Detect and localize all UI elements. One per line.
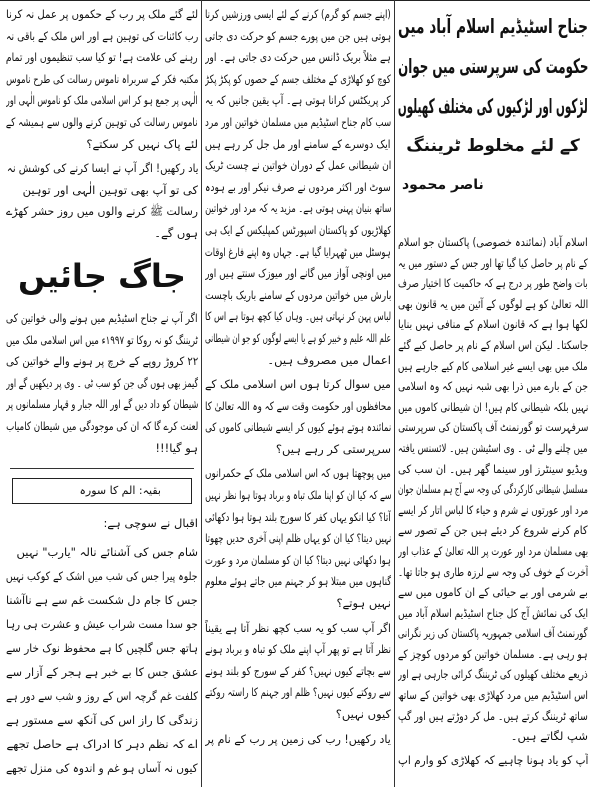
text-line [205, 285, 391, 307]
text-line [398, 603, 588, 624]
paragraph [6, 4, 198, 155]
text-line [6, 112, 198, 134]
text-line [6, 540, 198, 564]
line-text: ملک میں بھی ایسے غیر اسلامی کام کیے جارہے ہیں [398, 358, 588, 373]
line-text: ساتھ بنیان پہنی ہوتی ہے۔ مزید یہ کہ مرد اور خواتین [205, 201, 391, 216]
text-line [205, 639, 391, 661]
line-text: ساتھ ٹریننگ کرتے ہیں۔ مل کر دوڑتے ہیں اور گپ [398, 708, 588, 723]
paragraph [205, 618, 391, 726]
headline-line: حکومت کی سرپرستی میں جوان [398, 54, 588, 78]
text-line [205, 618, 391, 640]
text-line [6, 330, 198, 352]
line-text: جن کے بارے میں ذرا بھی شبہ نہیں کہ وہ اسلامی [398, 379, 588, 394]
text-line [398, 417, 588, 438]
text-line [6, 636, 198, 660]
text-line [205, 528, 391, 550]
line-text: یاد رکھیں! اگر آپ نے ایسا کرنے کی کوشش نہ [6, 161, 198, 176]
text-line [6, 612, 198, 636]
line-text: جاسکتا۔ لیکن اس اسلام کے نام پر حاصل کیے گئے [398, 337, 588, 352]
line-text: زندگی کا راز اس کی آنکھ سے مستور ہے [6, 713, 198, 727]
line-text: میں اونچی آواز میں گانے اور میوزک سنتے ہیں اور [205, 266, 391, 281]
line-text: گناہوں میں مبتلا ہو کر جہنم میں جاتے ہوئے معلوم [205, 574, 391, 589]
text-line [205, 704, 391, 726]
line-text: ٹریننگ کو نہ روکا تو ۱۹۹۷ء میں اس اسلامی ملک میں [6, 332, 198, 347]
verse-intro: اقبال نے سوچی ہے: [103, 516, 198, 530]
line-text: ہے مثلاً بریک ڈانس میں حرکت دی جاتی ہے۔ اور [205, 50, 391, 65]
text-line [398, 459, 588, 480]
text-line [398, 397, 588, 418]
line-text: بارش میں خواتین مردوں کے سامنے باریک باچست [205, 287, 391, 302]
line-text: کیوں نہ آساں ہو غم و اندوہ کی منزل تجھے [6, 761, 198, 775]
line-text: کی تو آپ بھی توہین الٰہی اور توہین [22, 182, 198, 197]
text-line [205, 155, 391, 177]
line-text: شپ لگاتے ہیں۔ [510, 729, 588, 744]
line-text: اس اسٹیڈیم میں مرد کھلاڑی بھی خواتین کے ساتھ [398, 688, 588, 703]
line-text: رسالت ﷺ کرنے والوں میں روز حشر کھڑے [6, 204, 198, 219]
line-text: گورنمنٹ آف اسلامی جمہوریہ پاکستان کی زیر نگرانی [398, 626, 588, 641]
paragraph [205, 374, 391, 460]
headline [398, 6, 588, 166]
text-line [205, 26, 391, 48]
line-text: سے روکتے کیوں نہیں؟ ظلم اور جہنم کا راستہ روکتے [205, 685, 391, 700]
left-column-mid-body [6, 308, 198, 459]
text-line [6, 732, 198, 756]
text-line [205, 220, 391, 242]
text-line [205, 242, 391, 264]
text-line [205, 417, 391, 439]
headline-line: جناح اسٹیڈیم اسلام آباد میں [398, 14, 588, 38]
column-divider-left [201, 0, 202, 787]
text-line [398, 623, 588, 644]
text-line [398, 294, 588, 315]
line-text: اگر آپ سب کو یہ سب کچھ نظر آتا ہے یقیناً [205, 620, 391, 635]
line-text: ہاتھ جس گلچیں کا ہے محفوظ نوک خار سے [6, 641, 198, 655]
line-text: آخرت کے خوف کی وجہ سے لرزہ طاری ہو جاتا تھا۔ [398, 564, 588, 579]
text-line [6, 684, 198, 708]
line-text: (اپنے جسم کو گرم) کرنے کے لئے ایسی ورزشیں کرنا [205, 7, 391, 21]
line-text: بھی مسلمان مرد اور عورت پر اللہ تعالیٰ کے عذاب اور [398, 543, 588, 558]
line-text: ان شیطانی عمل کے دوران خواتین نے چست ٹریک [205, 158, 391, 173]
text-line [6, 223, 198, 245]
headline-line: کے لئے مخلوط ٹریننگ [406, 136, 580, 156]
line-text: کے نام پر حاصل کیا گیا تھا اور جس کے دستور میں یہ [398, 255, 588, 270]
line-text: آپ کو یاد ہونا چاہیے کہ کھلاڑی کو وارم اپ [398, 752, 588, 767]
line-text: شام جس کی آشنائے نالہ "یارب" نہیں [16, 545, 198, 559]
text-line [6, 134, 198, 156]
line-text: ہوں گے۔ [154, 225, 198, 240]
text-line [6, 708, 198, 732]
text-line [398, 706, 588, 727]
line-text: سب کام جناح اسٹیڈیم میں مسلمان خواتین اور مرد [205, 114, 391, 129]
line-text: ایک دوسرے کے سامنے اور مل جل کر رہے ہیں [205, 136, 391, 151]
text-line [205, 729, 391, 751]
text-line [6, 416, 198, 438]
line-text: میں سوال کرتا ہوں اس اسلامی ملک کے [205, 377, 391, 392]
line-text: ایک کی نمائش آج کل جناح اسٹیڈیم اسلام آباد میں [398, 605, 588, 620]
line-text: ہوتی ہیں جن میں پورے جسم کو حرکت دی جاتی [205, 28, 391, 43]
line-text: اے کہ نظم دہر کا ادراک ہے حاصل تجھے [6, 737, 198, 751]
line-text: مرد اور عورتوں نے شرم و حیاء کا لباس اتار کر ایسے [398, 502, 588, 517]
line-text: اعمال میں مصروف ہیں۔ [267, 352, 391, 367]
line-text: ہوا دکھائی نہیں دیتا؟ کیا ان کو مسلمان مرد و عورت [205, 552, 391, 567]
text-line [398, 664, 588, 685]
line-text: عشق جس کا بے خبر ہے ہجر کے آزار سے [6, 665, 198, 679]
paragraph [398, 750, 588, 771]
line-text: رہنے کی علامت ہے! تو کیا سب تنظیموں اور تمام [6, 50, 198, 65]
line-text: کیوں نہیں؟ [335, 707, 391, 721]
middle-column-body [205, 4, 391, 787]
text-line [6, 26, 198, 48]
text-line [398, 335, 588, 356]
text-line [6, 158, 198, 180]
right-column [398, 0, 588, 787]
line-text: رب کائنات کی توہین ہے اور اس ملک کے باقی نہ [6, 28, 198, 43]
line-text: ہو رہی ہے۔ مسلمان خواتین کو مردوں کوچز کے [398, 646, 588, 661]
section-divider [10, 468, 194, 469]
line-text: محافظوں اور حکومت وقت سے کہ وہ اللہ تعالیٰ کا [205, 398, 391, 413]
text-line [205, 485, 391, 507]
text-line [398, 232, 588, 253]
line-text: ۲۲ کروڑ روپے کے خرچ پر ہونے والے خواتین کی [6, 354, 198, 369]
text-line [6, 201, 198, 223]
text-line [6, 438, 198, 460]
text-line [398, 644, 588, 665]
text-line [205, 4, 391, 26]
paragraph [6, 158, 198, 244]
line-text: لئے پاک نہیں کر سکتے؟ [86, 136, 198, 151]
line-text: ہو گیا!!! [155, 440, 198, 455]
line-text: کلفت غم گرچہ اس کے روز و شب سے دور ہے [6, 689, 198, 703]
line-text: شیطان کو داد دیں گے اور اللہ جبار و قہار مسلمانوں پر [6, 397, 198, 412]
text-line [205, 396, 391, 418]
text-line [398, 479, 588, 500]
line-text: آتا؟ کیا انکو یہاں کفر کا سورج بلند ہوتا ہوا دکھائی [205, 509, 391, 524]
column-divider-right [394, 0, 395, 787]
left-column-top-body [6, 4, 198, 245]
headline-line: لڑکوں اور لڑکیوں کی مختلف کھیلوں [398, 94, 588, 118]
line-text: سے کہ کیا ان کو اپنا ملک تباہ و برباد ہوتا ہوا نظر نہیں [205, 488, 391, 503]
text-line [205, 593, 391, 615]
line-text: لعنت کرے گا کہ ان کی موجودگی میں شیطان کامیاب [6, 418, 198, 433]
text-line [398, 582, 588, 603]
text-line [205, 328, 391, 350]
text-line [398, 438, 588, 459]
text-line [398, 356, 588, 377]
text-line [205, 69, 391, 91]
line-text: یاد رکھیں! رب کی زمین پر رب کے نام پر [205, 731, 391, 746]
line-text: نمائندہ ہوتے ہوئے کیوں کر ایسے شیطانی کاموں کی [205, 420, 391, 435]
line-text: بات واضح طور پر درج ہے کہ حاکمیت کا اختیار صرف [398, 276, 588, 291]
line-text: ذریعے مختلف کھیلوں کی ٹریننگ کرائی جارہی ہے اور [398, 667, 588, 682]
text-line [205, 682, 391, 704]
line-text: اللہ تعالیٰ کو ہے لوگوں کے آئین میں یہ قانون بھی [398, 296, 588, 311]
line-text: نہیں بلکہ شیطانی کام ہیں! ان شیطانی کاموں میں [398, 399, 588, 414]
text-line [6, 47, 198, 69]
text-line [205, 134, 391, 156]
line-text: مسلسل شیطانی کارکردگی کی وجہ سے آج ہم مسلمان جوان [398, 482, 588, 497]
text-line [205, 90, 391, 112]
text-line [205, 463, 391, 485]
text-line [398, 253, 588, 274]
line-text: نہیں ہوتے؟ [336, 596, 391, 611]
line-text: بے شرمی اور بے حیائی کے ان کاموں میں سے [398, 585, 588, 600]
text-line [6, 394, 198, 416]
line-text: مکتبہ فکر کے سربراہ ناموس رسالت کی طرح ناموس [6, 71, 198, 86]
line-text: اسلام آباد (نمائندہ خصوصی) پاکستان جو اسلام [398, 235, 588, 249]
line-text: کھلاڑیوں کو پاکستان اسپورٹس کمپلیکس کے ایک ہی [205, 222, 391, 237]
line-text: ناموس رسالت کی توہین کرنے والوں سے ہمیشہ کے [6, 114, 198, 129]
line-text: جس کا جام دل شکست غم سے ہے ناآشنا [6, 593, 198, 607]
text-line [205, 571, 391, 593]
line-text: میں پوچھتا ہوں کہ اس اسلامی ملک کے حکمرانوں [205, 466, 391, 481]
line-text: سرفہرست تو گورنمنٹ آف پاکستان کی سرپرستی [398, 420, 588, 435]
text-line [6, 90, 198, 112]
text-line [6, 756, 198, 780]
text-line [398, 314, 588, 335]
paragraph [205, 729, 391, 751]
text-line [6, 373, 198, 395]
text-line [205, 374, 391, 396]
text-line [205, 661, 391, 683]
line-text: سے بچاتے کیوں نہیں؟ کفر کے سورج کو بلند ہونے [205, 663, 391, 678]
text-line [398, 726, 588, 747]
line-text: لئے گئے ملک پر رب کے حکموں پر عمل نہ کرنا [6, 7, 198, 21]
line-text: لباس پہن کر نہاتی ہیں۔ وہاں کیا کچھ ہوتا ہے اس کا [205, 309, 391, 324]
text-line [398, 376, 588, 397]
text-line [205, 306, 391, 328]
line-text: کوچ کو کھلاڑی کے مختلف جسم کے حصوں کو پکڑ پکڑ [205, 71, 391, 86]
line-text: نہیں دیتا؟ کیا ان کو یہاں ظلم اپنی آخری حدیں چھوتا [205, 531, 391, 546]
text-line [398, 520, 588, 541]
line-text: جلوہ پیرا جس کی شب میں اشک کے کوکب نہیں [6, 569, 198, 583]
line-text: ہوسٹل میں ٹھہرایا گیا ہے۔ جہاں وہ اپنے فارغ اوقات [205, 244, 391, 259]
text-line [398, 562, 588, 583]
line-text: سوٹ اور اکثر مردوں نے صرف نیکر اور بے ہودہ [205, 179, 391, 194]
right-column-body [398, 232, 588, 770]
text-line [205, 439, 391, 461]
text-line [398, 500, 588, 521]
paragraph [205, 463, 391, 614]
line-text: الٰہی پر جمع ہو کر اس اسلامی ملک کو ناموس الٰہی اور [6, 93, 198, 108]
text-line [205, 177, 391, 199]
text-line [6, 588, 198, 612]
paragraph [6, 308, 198, 459]
line-text: اگر آپ نے جناح اسٹیڈیم میں ہونے والی خواتین کی [6, 311, 198, 325]
text-line [398, 541, 588, 562]
text-line [398, 273, 588, 294]
text-line [205, 550, 391, 572]
author-byline: ناصر محمود [402, 177, 484, 193]
text-line [205, 112, 391, 134]
text-line [6, 69, 198, 91]
line-text: کام کرنے شروع کر دیئے ہیں جن کے تصور سے [398, 523, 588, 538]
text-line [205, 350, 391, 372]
line-text: سرپرستی کر رہے ہیں؟ [275, 441, 391, 456]
paragraph [205, 4, 391, 371]
text-line [6, 564, 198, 588]
line-text: میں چلنے والے ٹی ۔ وی اسٹیشن ہیں۔ لائسنس یافتہ [398, 440, 588, 455]
text-line [398, 685, 588, 706]
line-text: کر پریکٹس کرانا ہوتی ہے۔ آپ یقین جانیں کہ یہ [205, 93, 391, 108]
left-column [6, 0, 198, 787]
line-text: گیمز بھی ہوں گی جن کو سب ٹی ۔ وی پر دیکھیں گے اور [6, 375, 198, 390]
continuation-box: بقیہ: الم کا سورہ [12, 478, 192, 504]
text-line [6, 351, 198, 373]
text-line [398, 750, 588, 771]
text-line [6, 4, 198, 26]
text-line [205, 198, 391, 220]
line-text: جو سدا مست شراب عیش و عشرت ہی رہا [6, 617, 198, 631]
line-text: علم اللہ علیم و خبیر کو ہے یا ایسے لوگوں کو جو ان شیطانی [205, 330, 391, 345]
paragraph [398, 232, 588, 747]
line-text: لکھا ہوا ہے کہ قانون اسلام کے منافی نہیں بنایا [398, 317, 588, 332]
line-text: نظر آتا ہے تو پھر آپ اپنے ملک کو تباہ و برباد ہونے [205, 642, 391, 657]
text-line [205, 47, 391, 69]
text-line [205, 263, 391, 285]
text-line [6, 180, 198, 202]
line-text: ویڈیو سینٹرز اور سینما گھر ہیں۔ ان سب کی [398, 461, 588, 476]
text-line [6, 660, 198, 684]
poem-verses [6, 540, 198, 780]
text-line [6, 308, 198, 330]
section-heading: جاگ جائیں [18, 257, 186, 295]
text-line [205, 507, 391, 529]
